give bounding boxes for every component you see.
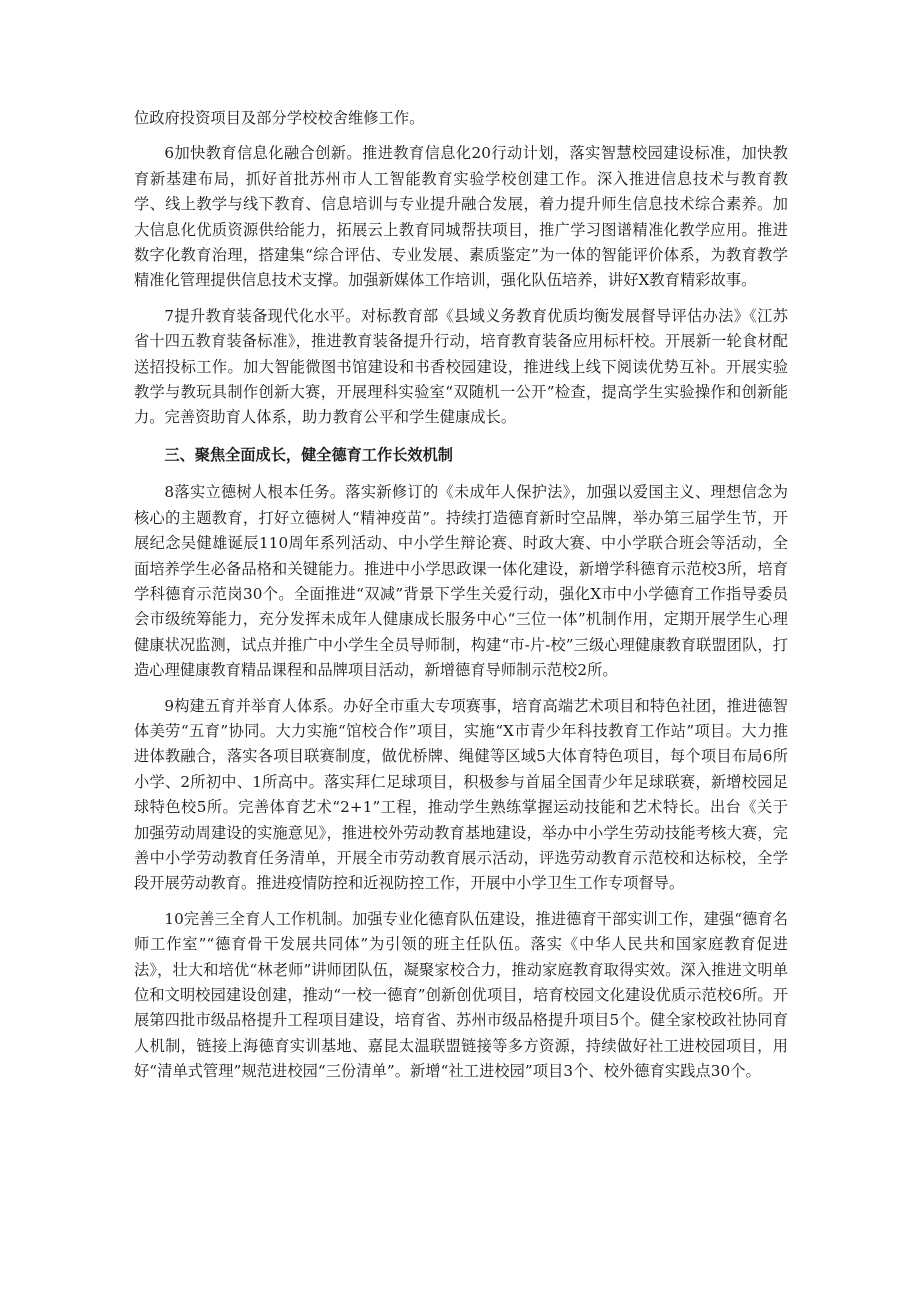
paragraph-item-8: 8落实立德树人根本任务。落实新修订的《未成年人保护法》，加强以爱国主义、理想信念为核心的主题教育，打好立德树人“精神疫苗”。持续打造德育新时空品牌，举办第三届学生节，开展纪念吴健雄诞辰110周年系列活动、中小学生辩论赛、时政大赛、中小学联合班会等活动，全面培养学生必备品格和关键能力。推进中小学思政课一体化建设，新增学科德育示范校3所，培育学科德育示范岗30个。全面推进“双减”背景下学生关爱行动，强化X市中小学德育工作指导委员会市级统筹能力，充分发挥未成年人健康成长服务中心“三位一体”机制作用，定期开展学生心理健康状况监测，试点并推广中小学生全员导师制，构建“市-片-校”三级心理健康教育联盟团队，打造心理健康教育精品课程和品牌项目活动，新增德育导师制示范校2所。 xyxy=(134,483,788,680)
section-heading-3: 三、聚焦全面成长，健全德育工作长效机制 xyxy=(164,445,453,464)
paragraph-continued: 位政府投资项目及部分学校校舍维修工作。 xyxy=(134,109,425,127)
paragraph-item-9: 9构建五育并举育人体系。办好全市重大专项赛事，培育高端艺术项目和特色社团，推进德智体美劳“五育”协同。大力实施“馆校合作”项目，实施“X市青少年科技教育工作站”项目。大力推进体教融合，落实各项目联赛制度，做优桥牌、绳健等区域5大体育特色项目，每个项目布局6所小学、2所初中、1所高中。落实拜仁足球项目，积极参与首届全国青少年足球联赛，新增校园足球特色校5所。完善体育艺术“2+1”工程，推动学生熟练掌握运动技能和艺术特长。出台《关于加强劳动周建设的实施意见》，推进校外劳动教育基地建设，举办中小学生劳动技能考核大赛，完善中小学劳动教育任务清单，开展全市劳动教育展示活动，评选劳动教育示范校和达标校，全学段开展劳动教育。推进疫情防控和近视防控工作，开展中小学卫生工作专项督导。 xyxy=(134,696,788,893)
paragraph-item-7: 7提升教育装备现代化水平。对标教育部《县域义务教育优质均衡发展督导评估办法》《江苏省十四五教育装备标准》，推进教育装备提升行动，培育教育装备应用标杆校。开展新一轮食材配送招投标工作。加大智能微图书馆建设和书香校园建设，推进线上线下阅读优势互补。开展实验教学与教玩具制作创新大赛，开展理科实验室“双随机一公开”检查，提高学生实验操作和创新能力。完善资助育人体系，助力教育公平和学生健康成长。 xyxy=(134,306,788,427)
paragraph-item-6: 6加快教育信息化融合创新。推进教育信息化20行动计划，落实智慧校园建设标准，加快教育新基建布局，抓好首批苏州市人工智能教育实验学校创建工作。深入推进信息技术与教育教学、线上教学与线下教育、信息培训与专业提升融合发展，着力提升师生信息技术综合素养。加大信息化优质资源供给能力，拓展云上教育同城帮扶项目，推广学习图谱精准化教学应用。推进数字化教育治理，搭建集“综合评估、专业发展、素质鉴定”为一体的智能评价体系，为教育教学精准化管理提供信息技术支撑。加强新媒体工作培训，强化队伍培养，讲好X教育精彩故事。 xyxy=(134,144,788,290)
paragraph-item-10: 10完善三全育人工作机制。加强专业化德育队伍建设，推进德育干部实训工作，建强“德育名师工作室”“德育骨干发展共同体”为引领的班主任队伍。落实《中华人民共和国家庭教育促进法》，壮大和培优“林老师”讲师团队伍，凝聚家校合力，推动家庭教育取得实效。深入推进文明单位和文明校园建设创建，推动“一校一德育”创新创优项目，培育校园文化建设优质示范校6所。开展第四批市级品格提升工程项目建设，培育省、苏州市级品格提升项目5个。健全家校政社协同育人机制，链接上海德育实训基地、嘉昆太温联盟链接等多方资源，持续做好社工进校园项目，用好“清单式管理”规范进校园“三份清单”。新增“社工进校园”项目3个、校外德育实践点30个。 xyxy=(134,909,788,1081)
document-page xyxy=(134,106,788,1085)
